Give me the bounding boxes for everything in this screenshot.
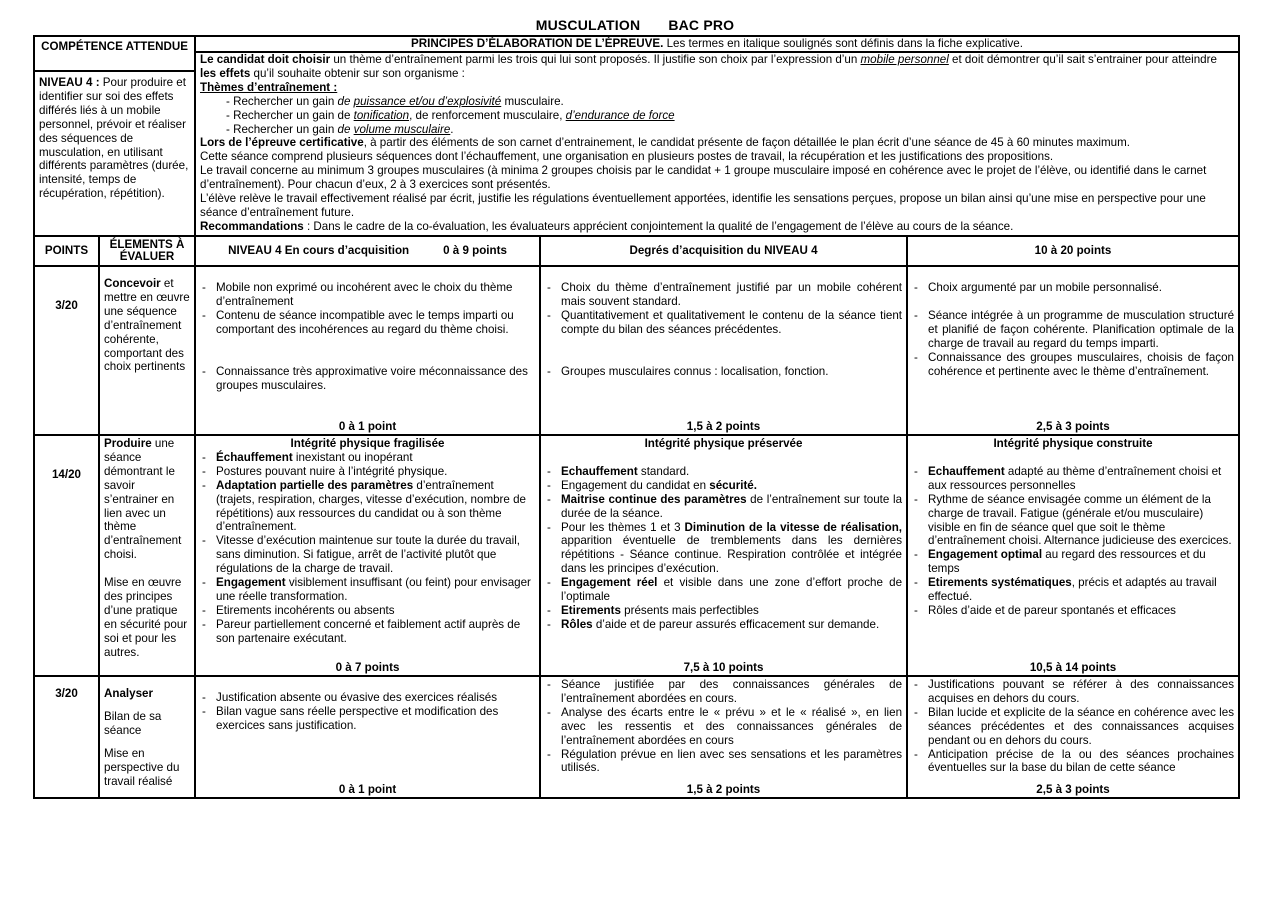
row2-points: 14/20 [34, 435, 99, 676]
r2c3-item: - Engagement optimal au regard des ressources et du temps [912, 548, 1234, 576]
r2c1-item: - Etirements incohérents ou absents [200, 604, 535, 618]
row1-col3: - Choix argumenté par un mobile personnalisé. - Séance intégrée à un programme de musculation structuré et planifié de façon cohérente. Planification optimale de la charge de travail au regard du temps imparti. - Connaissance des groupes musculaires, choisis de façon cohérence et pertinente avec le thème d’entraînement. 2,5 à 3 points [907, 266, 1239, 435]
r2c1-item: - Échauffement inexistant ou inopérant [200, 451, 535, 465]
row2-col2: Intégrité physique préservée - Echauffement standard. - Engagement du candidat en sécurité. - Maitrise continue des paramètres de l’entraînement sur toute la durée de la séance. - Pour les thèmes 1 et 3 Diminution de la vitesse de réalisation, apparition éventuelle de tremblements dans les dernières répétitions - Séance continue. Respiration contrôlée et intégrée dans les principes d’exécution. - Engagement réel et visible dans une zone d’effort proche de l’optimale - Etirements présents mais perfectibles - Rôles d’aide et de pareur assurés efficacement sur demande. 7,5 à 10 points [540, 435, 907, 676]
page-title [0, 17, 1270, 33]
row2-col1: Intégrité physique fragilisée - Échauffement inexistant ou inopérant - Postures pouvant nuire à l’intégrité physique. - Adaptation partielle des paramètres d’entraînement (trajets, respiration, charges, vitesse d’exécution, nombre de répétitions) aux ressources du candidat ou à son thème d’entraînement. - Vitesse d’exécution maintenue sur toute la durée du travail, sans diminution. Si fatigue, arrêt de l’activité plutôt que régulations de la charge de travail. - Engagement visiblement insuffisant (ou feint) pour envisager une réelle transformation. - Etirements incohérents ou absents - Pareur partiellement concerné et faiblement actif auprès de son partenaire exécutant. 0 à 7 points [195, 435, 540, 676]
r2c1-item: - Postures pouvant nuire à l’intégrité physique. [200, 465, 535, 479]
r2c2-item: - Maitrise continue des paramètres de l’entraînement sur toute la durée de la séance. [545, 493, 902, 521]
competence-label: COMPÉTENCE ATTENDUE [41, 40, 188, 53]
title-left: MUSCULATION [535, 17, 641, 33]
principes-rest: Les termes en italique soulignés sont définis dans la fiche explicative. [663, 37, 1023, 50]
r2c1-item: - Vitesse d’exécution maintenue sur toute la durée du travail, sans diminution. Si fatigue, arrêt de l’activité plutôt que régulations de la charge de travail. [200, 534, 535, 576]
col-points: POINTS [34, 236, 99, 266]
col-top: 10 à 20 points [907, 236, 1239, 266]
r2c2-item: - Echauffement standard. [545, 465, 902, 479]
row-analyser [34, 676, 1239, 798]
theme-2: - Rechercher un gain de tonification, de renforcement musculaire, d’endurance de force [226, 108, 675, 122]
niveau4-text: Pour produire et identifier sur soi des effets différés liés à un mobile personnel, prévoir et réaliser des séquences de musculation, en utilisant différents paramètres (durée, intensité, temps de récupération, répétition). [39, 76, 189, 201]
r2c3-item: - Rôles d’aide et de pareur spontanés et efficaces [912, 604, 1234, 618]
row-concevoir [34, 266, 1239, 435]
principes-p6: Recommandations : Dans le cadre de la co-évaluation, les évaluateurs apprécient conjointement la qualité de l’engagement de l’élève au cours de la séance. [200, 219, 1014, 233]
r2c2-item: - Engagement réel et visible dans une zone d’effort proche de l’optimale [545, 576, 902, 604]
principes-body [195, 52, 1239, 236]
r2c2-item: - Etirements présents mais perfectibles [545, 604, 902, 618]
row1-col2: - Choix du thème d’entraînement justifié par un mobile cohérent mais souvent standard. - Quantitativement et qualitativement le contenu de la séance tient compte du bilan des séances précédentes. - Groupes musculaires connus : localisation, fonction. 1,5 à 2 points [540, 266, 907, 435]
principes-bold: PRINCIPES D’ÉLABORATION DE L’ÉPREUVE. [411, 37, 664, 50]
r2c2-item: - Engagement du candidat en sécurité. [545, 479, 902, 493]
evaluation-grid [33, 35, 1240, 799]
row3-col1: - Justification absente ou évasive des exercices réalisés - Bilan vague sans réelle perspective et modification des exercices sans justification. 0 à 1 point [195, 676, 540, 798]
col-degres: Degrés d’acquisition du NIVEAU 4 [540, 236, 907, 266]
row3-points: 3/20 [34, 676, 99, 798]
col-niveau-acq: NIVEAU 4 En cours d’acquisition 0 à 9 points [195, 236, 540, 266]
row1-col1: - Mobile non exprimé ou incohérent avec le choix du thème d’entraînement - Contenu de séance incompatible avec le temps imparti ou comportant des incohérences au regard du thème choisi. - Connaissance très approximative voire méconnaissance des groupes musculaires. 0 à 1 point [195, 266, 540, 435]
row1-points: 3/20 [34, 266, 99, 435]
row3-col3: - Justifications pouvant se référer à des connaissances acquises en dehors du cours. - Bilan lucide et explicite de la séance en cohérence avec les séances précédentes et des connaissances acquises pendant ou en dehors du cours. - Anticipation précise de la ou des séances prochaines éventuelles sur la base du bilan de cette séance 2,5 à 3 points [907, 676, 1239, 798]
row2-element: Produire une séance démontrant le savoir s’entrainer en lien avec un thème d’entraînement choisi. Mise en œuvre des principes d’une pratique en sécurité pour soi et pour les autres. [99, 435, 195, 676]
competence-cell [34, 36, 195, 236]
niveau4-description [35, 70, 194, 201]
title-right: BAC PRO [668, 17, 735, 33]
r2c1-item: - Engagement visiblement insuffisant (ou feint) pour envisager une réelle transformation. [200, 576, 535, 604]
principes-p1: Le candidat doit choisir un thème d’entraînement parmi les trois qui lui sont proposés. Il justifie son choix par l’expression d’un mobile personnel et doit démontrer qu’il sait s’entrainer pour atteindre les effets qu’il souhaite obtenir sur son organisme : [200, 53, 1217, 80]
row3-element: Analyser Bilan de sa séance Mise en perspective du travail réalisé [99, 676, 195, 798]
principes-p3: Cette séance comprend plusieurs séquences dont l’échauffement, une organisation en plusieurs postes de travail, la récupération et les justifications des propositions. [200, 150, 1054, 164]
col-elements: ÉLEMENTS À ÉVALUER [99, 236, 195, 266]
r2c1-item: - Adaptation partielle des paramètres d’entraînement (trajets, respiration, charges, vitesse d’exécution, nombre de répétitions) aux ressources du candidat ou à son thème d’entraînement. [200, 479, 535, 535]
row2-col3: Intégrité physique construite - Echauffement adapté au thème d’entraînement choisi et aux ressources personnelles - Rythme de séance envisagée comme un élément de la charge de travail. Fatigue (générale et/ou musculaire) visible en fin de séance quel que soit le thème d’entraînement choisi. Alternance judicieuse des exercices. - Engagement optimal au regard des ressources et du temps - Etirements systématiques, précis et adaptés au travail effectué. - Rôles d’aide et de pareur spontanés et efficaces 10,5 à 14 points [907, 435, 1239, 676]
row1-element: Concevoir et mettre en œuvre une séquence d’entraînement cohérente, comportant des choix pertinents [99, 266, 195, 435]
principes-header [195, 36, 1239, 52]
principes-p5: L’élève relève le travail effectivement réalisé par écrit, justifie les régulations éventuellement apportées, identifie les sensations perçues, propose un bilan ainsi qu’une mise en perspective pour une séance d’entraînement future. [200, 192, 1206, 219]
r2c2-item: - Pour les thèmes 1 et 3 Diminution de la vitesse de réalisation, apparition éventuelle de tremblements dans les dernières répétitions - Séance continue. Respiration contrôlée et intégrée dans les principes d’exécution. [545, 521, 902, 577]
themes-title: Thèmes d’entraînement : [200, 80, 338, 94]
row3-col2: - Séance justifiée par des connaissances générales de l’entraînement abordées en cours. - Analyse des écarts entre le « prévu » et le « réalisé », en lien avec les ressentis et des connaissances générales de l’entraînement abordées en cours - Régulation prévue en lien avec ses sensations et les paramètres utilisés. 1,5 à 2 points [540, 676, 907, 798]
theme-1: - Rechercher un gain de puissance et/ou d’explosivité musculaire. [226, 94, 564, 108]
r2c2-item: - Rôles d’aide et de pareur assurés efficacement sur demande. [545, 618, 902, 632]
theme-3: - Rechercher un gain de volume musculaire. [226, 122, 454, 136]
principes-p4: Le travail concerne au minimum 3 groupes musculaires (à minima 2 groupes choisis par le candidat + 1 groupe musculaire imposé en cohérence avec le projet de l’élève, ou identifié dans le carnet d’entraînement). Pour chacun d’eux, 2 à 3 exercices sont présentés. [200, 164, 1207, 192]
r2c1-item: - Pareur partiellement concerné et faiblement actif auprès de son partenaire exécutant. [200, 618, 535, 646]
r2c3-item: - Rythme de séance envisagée comme un élément de la charge de travail. Fatigue (générale et/ou musculaire) visible en fin de séance quel que soit le thème d’entraînement choisi. Alternance judicieuse des exercices. [912, 493, 1234, 549]
row-produire [34, 435, 1239, 676]
principes-p2: Lors de l’épreuve certificative, à partir des éléments de son carnet d’entrainement, le candidat présente de façon détaillée le plan écrit d’une séance de 45 à 60 minutes maximum. [200, 136, 1130, 150]
r2c3-item: - Etirements systématiques, précis et adaptés au travail effectué. [912, 576, 1234, 604]
r2c3-item: - Echauffement adapté au thème d’entraînement choisi et aux ressources personnelles [912, 465, 1234, 493]
niveau4-bold: NIVEAU 4 : [39, 76, 100, 89]
